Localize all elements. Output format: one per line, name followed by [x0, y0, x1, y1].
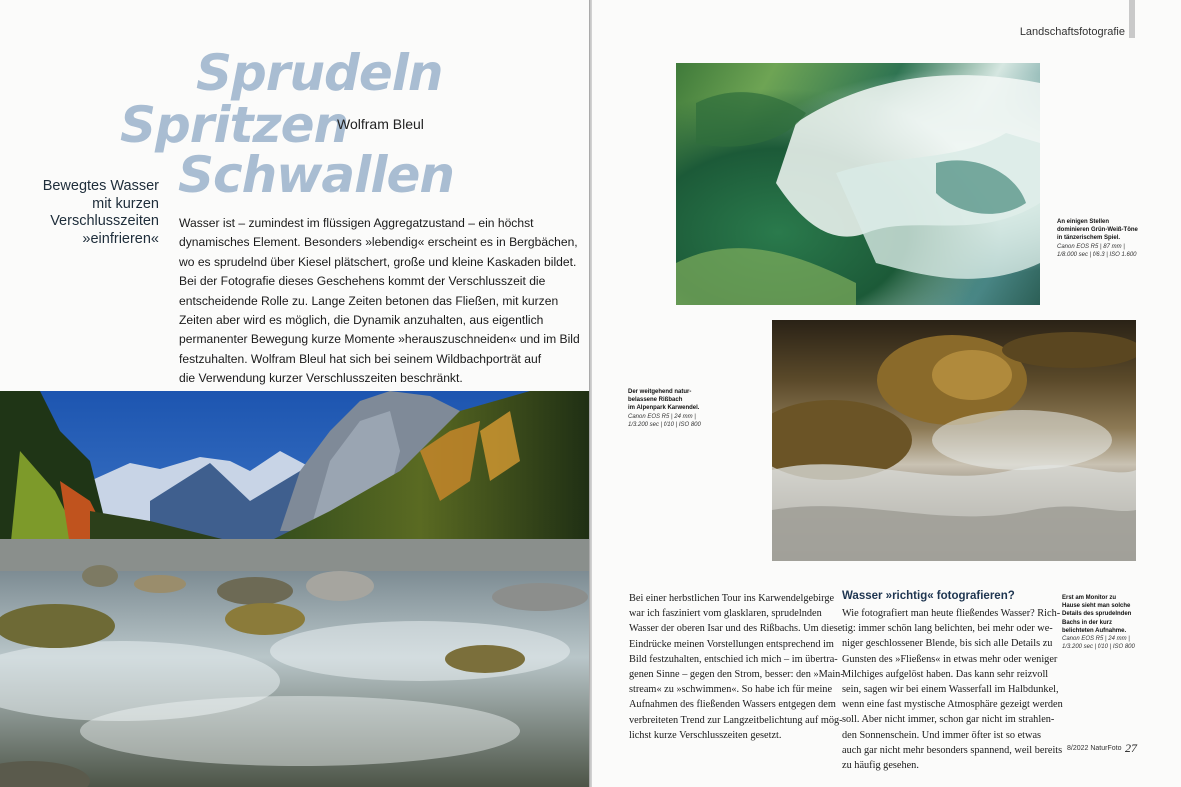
caption-line: Hause sieht man solche: [1062, 603, 1131, 610]
green-white-water-illustration: [676, 63, 1040, 305]
subtitle-line: Verschlusszeiten: [50, 213, 159, 229]
body-column-2: [842, 606, 1063, 773]
body-line: lichst kurze Verschlusszeiten gesetzt.: [629, 729, 782, 741]
subtitle-line: Bewegtes Wasser: [42, 178, 159, 194]
caption-line: in tänzerischem Spiel.: [1057, 235, 1121, 242]
body-line: Eindrücke meinen Vorstellungen entsprechend im: [629, 638, 834, 650]
intro-line: permanenter Bewegung kurze Momente »herauszuschneiden« und im Bild: [179, 332, 580, 347]
body-line: zu häufig gesehen.: [842, 760, 919, 772]
caption-line: Details des sprudelnden: [1062, 611, 1132, 618]
intro-line: Zeiten aber wird es möglich, die Dynamik anzuhalten, aus eigentlich: [179, 313, 544, 328]
caption-meta: 1/3.200 sec | f/10 | ISO 800: [628, 421, 701, 428]
caption-line: dominieren Grün-Weiß-Töne: [1057, 227, 1138, 234]
body-line: Wie fotografiert man heute fließendes Wasser? Rich-: [842, 608, 1061, 619]
caption-line: Der weitgehend natur-: [628, 389, 692, 395]
body-column-1: [629, 591, 844, 743]
body-line: niger geschlossener Blende, bis sich alle Details zu: [842, 638, 1053, 650]
intro-line: Wasser ist – zumindest im flüssigen Aggregatzustand – ein höchst: [179, 216, 534, 230]
intro-line: dynamisches Element. Besonders »lebendig« erscheint es in Bergbächen,: [179, 235, 578, 250]
caption-bottom-photo: [1062, 594, 1135, 651]
body-line: Gunsten des »Fließens« in etwas mehr oder weniger: [842, 653, 1058, 665]
title-line-3: Schwallen: [178, 146, 454, 204]
body-line: wenn eine fast mystische Atmosphäre gezeigt werden: [842, 699, 1063, 711]
rushing-water-photo: [676, 63, 1040, 305]
body-line: war ich fasziniert vom glasklaren, sprudelnden: [629, 608, 822, 620]
caption-meta: 1/8.000 sec | f/6.3 | ISO 1.600: [1057, 251, 1137, 258]
right-page: [592, 0, 1181, 787]
body-line: stream« zu »schwimmen«. So habe ich für meine: [629, 684, 833, 696]
body-line: Bild festzuhalten, entschied ich mich – im übertra-: [629, 653, 838, 665]
intro-line: wo es sprudelnd über Kiesel plätschert, große und kleine Kaskaden bildet.: [179, 254, 577, 269]
body-line: sein, sagen wir bei einem Wasserfall im Halbdunkel,: [842, 684, 1059, 696]
body-line: genen Sinne – gegen den Strom, besser: den »Main-: [629, 669, 844, 681]
left-page: [0, 0, 590, 787]
title-line-1: Sprudeln: [196, 44, 443, 102]
intro-line: entscheidende Rolle zu. Lange Zeiten betonen das Fließen, mit kurzen: [179, 293, 559, 308]
body-line: tig: immer schön lang belichten, bei mehr oder we-: [842, 623, 1053, 635]
body-line: Aufnahmen des fließenden Wassers entgegen dem: [629, 699, 836, 711]
page-number: 27: [1125, 741, 1137, 755]
caption-left-photo: [628, 388, 701, 429]
caption-line: belassene Rißbach: [628, 397, 683, 404]
mountain-river-photo: [0, 391, 590, 787]
body-line: Bei einer herbstlichen Tour ins Karwendelgebirge: [629, 593, 835, 604]
body-line: soll. Aber nicht immer, schon gar nicht im strahlen-: [842, 714, 1055, 726]
subtitle-line: »einfrieren«: [82, 230, 159, 247]
body-line: Milchiges aufgelöst haben. Das kann sehr reizvoll: [842, 668, 1049, 680]
section-subheading: Wasser »richtig« fotografieren?: [842, 590, 1015, 602]
section-title: Landschaftsfotografie: [1019, 26, 1125, 38]
body-line: verbreiteten Trend zur Langzeitbelichtung auf mög-: [629, 714, 843, 726]
subtitle: [20, 178, 159, 248]
author-name: Wolfram Bleul: [337, 116, 424, 132]
mountain-river-illustration: [0, 391, 590, 787]
caption-line: Erst am Monitor zu: [1062, 595, 1117, 601]
caption-line: An einigen Stellen: [1057, 219, 1110, 225]
caption-line: Bachs in der kurz: [1062, 619, 1113, 626]
body-line: Wasser der oberen Isar und des Rißbachs. Um diese: [629, 623, 843, 635]
body-line: auch gar nicht mehr besonders spannend, weil bereits: [842, 744, 1063, 756]
caption-line: belichteten Aufnahme.: [1062, 627, 1127, 634]
intro-line: Bei der Fotografie dieses Geschehens kommt der Verschlusszeit die: [179, 274, 546, 289]
intro-paragraph: [179, 214, 580, 389]
intro-line: festzuhalten. Wolfram Bleul hat sich bei seinem Wildbachporträt auf: [179, 351, 542, 366]
intro-line: die Verwendung kurzer Verschlusszeiten beschränkt.: [179, 371, 463, 386]
caption-meta: Canon EOS R5 | 24 mm |: [1062, 636, 1130, 643]
caption-line: im Alpenpark Karwendel.: [628, 405, 700, 412]
subtitle-line: mit kurzen: [92, 195, 159, 212]
section-tab-marker: [1129, 0, 1135, 38]
caption-top-photo: [1057, 218, 1138, 259]
caption-meta: Canon EOS R5 | 24 mm |: [628, 413, 696, 420]
caption-meta: 1/3.200 sec | f/10 | ISO 800: [1062, 644, 1135, 651]
body-line: den Sonnenschein. Und immer öfter ist so etwas: [842, 729, 1042, 741]
caption-meta: Canon EOS R5 | 87 mm |: [1057, 243, 1125, 250]
title-line-2: Spritzen: [120, 96, 349, 154]
folio-issue: 8/2022 NaturFoto: [1067, 745, 1122, 752]
sparkling-water-photo: [772, 320, 1136, 561]
sparkling-water-illustration: [772, 320, 1136, 561]
